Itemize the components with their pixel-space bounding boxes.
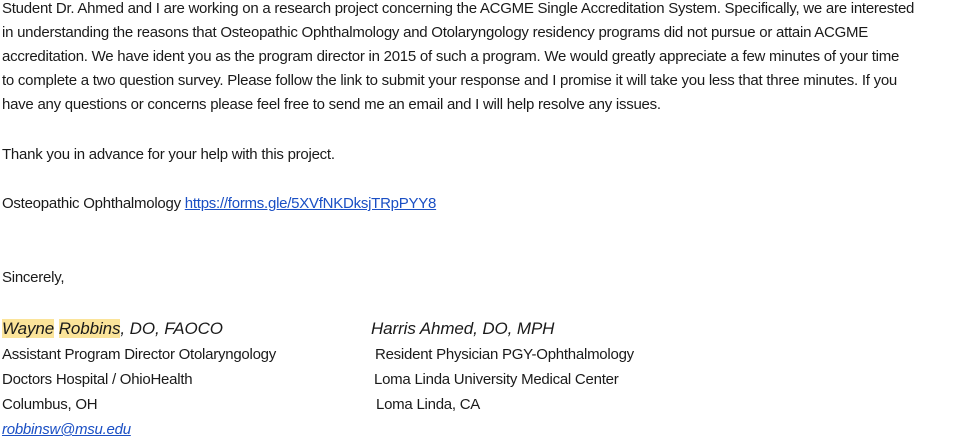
survey-link-line xyxy=(2,194,436,214)
signer-email-line xyxy=(2,420,131,440)
signer-email-link[interactable]: robbinsw@msu.edu xyxy=(2,421,131,438)
signer-location: Columbus, OH xyxy=(2,396,98,413)
signer-title: Resident Physician PGY-Ophthalmology xyxy=(375,346,634,363)
body-line: Student Dr. Ahmed and I are working on a research project concerning the ACGME Single Accreditation System. Specifically, we are interested xyxy=(2,0,915,17)
body-line: to complete a two question survey. Please follow the link to submit your response and I promise it will take you less that three minutes. If you xyxy=(2,72,898,89)
first-name: Wayne xyxy=(2,319,55,338)
signer-name: Harris Ahmed, DO, MPH xyxy=(371,319,555,338)
signer-title: Assistant Program Director Otolaryngology xyxy=(2,346,277,363)
body-line: accreditation. We have ident you as the program director in 2015 of such a program. We would greatly appreciate a few minutes of your time xyxy=(2,48,900,65)
signer-name xyxy=(2,318,223,340)
survey-link[interactable]: https://forms.gle/5XVfNKDksjTRpPYY8 xyxy=(184,195,437,212)
signer-org: Doctors Hospital / OhioHealth xyxy=(2,371,193,388)
last-name: Robbins xyxy=(58,319,121,338)
thanks-line: Thank you in advance for your help with this project. xyxy=(2,146,335,163)
body-line: have any questions or concerns please feel free to send me an email and I will help resolve any issues. xyxy=(2,96,661,113)
signer-org: Loma Linda University Medical Center xyxy=(374,371,619,388)
survey-label: Osteopathic Ophthalmology xyxy=(2,195,181,212)
signer-location: Loma Linda, CA xyxy=(376,396,481,413)
closing: Sincerely, xyxy=(2,269,65,286)
body-line: in understanding the reasons that Osteopathic Ophthalmology and Otolaryngology residency programs did not pursue or attain ACGME xyxy=(2,24,869,41)
credentials: , DO, FAOCO xyxy=(120,319,223,338)
